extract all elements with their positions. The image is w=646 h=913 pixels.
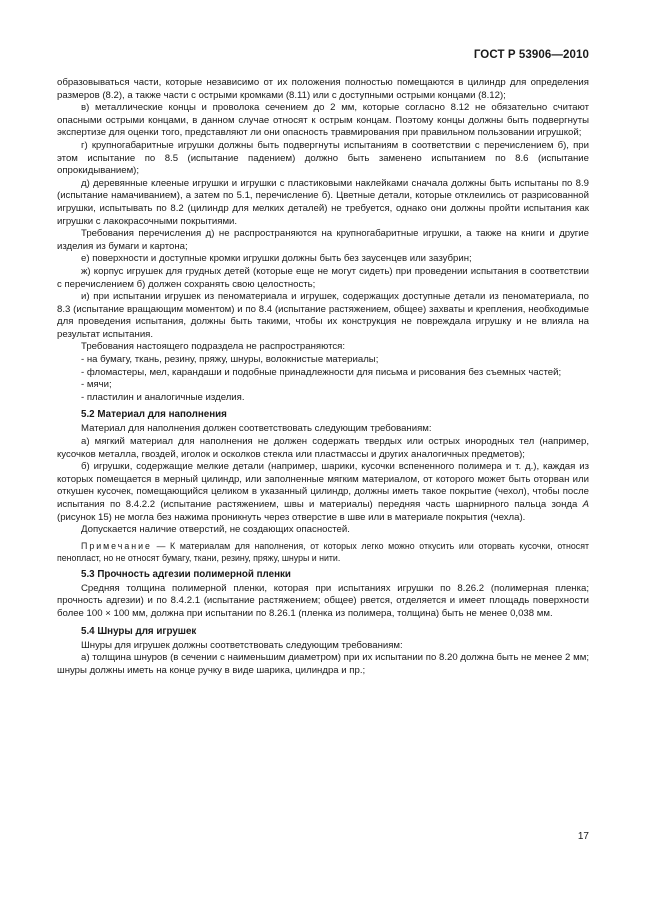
document-header: ГОСТ Р 53906—2010 [473,49,589,61]
note [57,540,589,564]
list-item-i: и) при испытании игрушек из пеноматериала и игрушек, содержащих доступные детали из пеноматериала, по 8.3 (испытание вращающим моментом) и по 8.4 (испытание растяжением, общее) захваты и крепления, необходимые для проведения испытания, должны быть такими, чтобы их конструкция не повреждала игрушку и не влияла на результат испытания. [57,291,589,340]
list-item-a: а) толщина шнуров (в сечении с наименьшим диаметром) при их испытании по 8.20 должна быть не менее 2 мм; шнуры должны иметь на конце ручку в виде шарика, цилиндра и пр.; [57,652,589,676]
paragraph: образовываться части, которые независимо от их положения полностью помещаются в цилиндр для определения размеров (8.2), а также части с острыми кромками (8.11) или с доступными острыми концами (8.12); [57,77,589,101]
page-body [57,77,589,677]
exclusion-item: - фломастеры, мел, карандаши и подобные принадлежности для письма и рисования без съемных частей; [81,366,562,378]
note-text: — К материалам для наполнения, от которых легко можно откусить или оторвать кусочки, относят пенопласт, но не относят бумагу, ткани, резину, пряжу, шнуры и нити. [57,540,589,563]
list-item-e: е) поверхности и доступные кромки игрушки должны быть без заусенцев или зазубрин; [81,253,472,265]
paragraph: Требования настоящего подраздела не распространяются: [81,341,346,353]
list-item-b [57,461,589,524]
note-label: Примечание [81,540,152,551]
exclusion-item: - пластилин и аналогичные изделия. [81,391,245,403]
probe-label: A [582,499,589,510]
list-item-a: а) мягкий материал для наполнения не должен содержать твердых или острых инородных тел (например, кусочков металла, гвоздей, иголок и осколков стекла или пластмассы и других аналогичных предметов); [57,436,589,460]
text-run: (рисунок 15) не могла без нажима проникнуть через отверстие в шве или в материале покрытия (чехла). [57,511,526,523]
page-number: 17 [577,831,589,842]
paragraph: Шнуры для игрушек должны соответствовать следующим требованиям: [81,639,403,651]
section-heading-5-3: 5.3 Прочность адгезии полимерной пленки [81,568,291,580]
text-run: б) игрушки, содержащие мелкие детали (например, шарики, кусочки вспененного полимера и т. д.), каждая из которых помещается в мерный цилиндр, или заполненные мягким материалом, от которого может быть оторван или откушен кусочек, помещающийся целиком в указанный цилиндр, должны иметь такое покрытие (чехол), чтобы после испытания по 8.4.2.2 (испытание растяжением, швы и материалы) передняя часть шарнирного пальца зонда [57,461,589,510]
list-item-v: в) металлические концы и проволока сечением до 2 мм, которые согласно 8.12 не обязательно считают опасными острыми концами, в данном случае относят к острым концам. Поэтому концы должны быть подвергнуты экспертизе для оценки того, представляют ли они опасность травмирования при правильном пользовании игрушкой; [57,102,589,139]
section-heading-5-2: 5.2 Материал для наполнения [81,409,227,421]
paragraph: Материал для наполнения должен соответствовать следующим требованиям: [81,423,432,435]
paragraph: Требования перечисления д) не распространяются на крупногабаритные игрушки, а также на книги и другие изделия из бумаги и картона; [57,228,589,252]
paragraph: Допускается наличие отверстий, не создающих опасностей. [81,524,350,536]
section-heading-5-4: 5.4 Шнуры для игрушек [81,625,197,637]
list-item-g: г) крупногабаритные игрушки должны быть подвергнуты испытаниям в соответствии с перечислением б), при этом испытание по 8.5 (испытание падением) должно быть заменено испытанием по 8.6 (испытание опрокидыванием); [57,139,589,177]
exclusion-item: - мячи; [81,379,112,391]
list-item-d: д) деревянные клееные игрушки и игрушки с пластиковыми наклейками сначала должны быть испытаны по 8.9 (испытание намачиванием), а затем по 5.1, перечисление б). Цветные детали, которые отклеились от разрисованной игрушки, испытывать по 8.2 (цилиндр для мелких деталей) не требуется, однако они должны пройти испытания как игрушки с лакокрасочными покрытиями. [57,177,589,227]
exclusion-item: - на бумагу, ткань, резину, пряжу, шнуры, волокнистые материалы; [81,354,379,366]
list-item-zh: ж) корпус игрушек для грудных детей (которые еще не могут сидеть) при проведении испытания в соответствии с перечислением б) должен сохранять свою целостность; [57,265,589,290]
paragraph: Средняя толщина полимерной пленки, которая при испытаниях игрушки по 8.26.2 (полимерная пленка; прочность адгезии) и по 8.4.2.1 (испытание растяжением; общее) рвется, отделяется и имеет площадь поверхности более 100 × 100 мм, должна при испытании по 8.26.1 (пленка из полимера, толщина) быть не менее 0,038 мм. [57,582,589,619]
